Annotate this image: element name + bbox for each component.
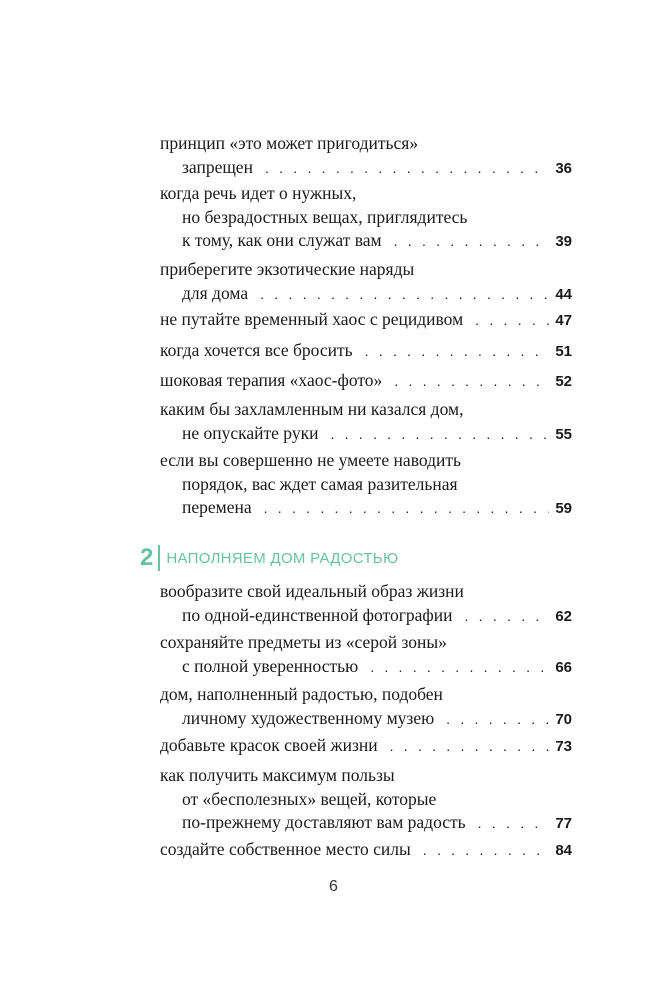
toc-entry[interactable] — [160, 838, 572, 863]
page-number: 36 — [555, 159, 572, 177]
toc-entry-line: не опускайте руки — [182, 422, 319, 443]
toc-entry-line: когда речь идет о нужных, — [160, 183, 357, 203]
dot-leader — [330, 423, 549, 447]
toc-entry[interactable] — [160, 449, 572, 521]
section-number: 2 — [140, 544, 154, 571]
toc-entry-line: сохраняйте предметы из «серой зоны» — [160, 632, 447, 652]
dot-leader — [478, 812, 550, 836]
toc-entry-line: с полной уверенностью — [182, 655, 359, 676]
toc-entry-line: порядок, вас ждет самая разительная — [182, 473, 458, 494]
dot-leader — [464, 605, 549, 629]
toc-entry[interactable] — [160, 764, 572, 836]
page-number: 73 — [555, 738, 572, 755]
page-number: 51 — [555, 343, 572, 360]
page-number: 77 — [555, 815, 572, 832]
page-number: 52 — [555, 373, 572, 390]
dot-leader — [475, 309, 549, 333]
page-number: 44 — [555, 285, 572, 303]
dot-leader — [365, 340, 550, 364]
toc-entry[interactable] — [160, 683, 572, 731]
toc-entry-line: для дома — [182, 282, 249, 303]
toc-entry-line: вообразите свой идеальный образ жизни — [160, 581, 464, 601]
section-divider — [158, 545, 160, 571]
toc-entry[interactable] — [160, 631, 572, 679]
toc-entry-line: принцип «это может пригодиться» — [160, 133, 419, 153]
toc-entry-line: личному художественному музею — [182, 707, 435, 728]
section-heading[interactable] — [140, 543, 398, 573]
dot-leader — [423, 839, 550, 863]
page-number: 62 — [555, 607, 572, 625]
toc-entry-line: перемена — [182, 497, 252, 517]
page-number: 47 — [555, 312, 572, 329]
toc-entry-line: по-прежнему доставляют вам радость — [182, 812, 466, 832]
toc-entry-line: шоковая терапия «хаос-фото» — [160, 370, 383, 390]
page-number: 70 — [555, 710, 572, 728]
toc-entry[interactable] — [160, 734, 572, 759]
toc-entry-line: не путайте временный хаос с рецидивом — [160, 309, 464, 329]
toc-entry-line: как получить максимум пользы — [160, 765, 395, 785]
page-number: 55 — [555, 425, 572, 443]
dot-leader — [264, 497, 550, 521]
toc-entry[interactable] — [160, 132, 572, 180]
dot-leader — [370, 656, 549, 680]
toc-entry-line: запрещен — [182, 156, 253, 177]
toc-entry-line: каким бы захламленным ни казался дом, — [160, 399, 464, 419]
toc-entry[interactable] — [160, 369, 572, 394]
toc-entry-line: дом, наполненный радостью, подобен — [160, 684, 443, 704]
toc-entry-line: создайте собственное место силы — [160, 839, 411, 859]
toc-entry-line: к тому, как они служат вам — [182, 230, 382, 250]
toc-entry-line: если вы совершенно не умеете наводить — [160, 450, 461, 470]
toc-entry-line: от «бесполезных» вещей, которые — [182, 788, 437, 809]
toc-entry[interactable] — [160, 339, 572, 364]
toc-entry[interactable] — [160, 258, 572, 306]
section-title: НАПОЛНЯЕМ ДОМ РАДОСТЬЮ — [166, 549, 399, 567]
page-number: 84 — [555, 842, 572, 859]
toc-entry[interactable] — [160, 580, 572, 628]
dot-leader — [394, 370, 549, 394]
dot-leader — [394, 230, 550, 254]
toc-entry[interactable] — [160, 182, 572, 254]
dot-leader — [390, 735, 550, 759]
toc-entry-line: когда хочется все бросить — [160, 340, 353, 360]
toc-entry-line: но безрадостных вещах, приглядитесь — [182, 206, 468, 227]
toc-entry-line: по одной-единственной фотографии — [182, 604, 453, 625]
dot-leader — [446, 708, 549, 732]
page-number: 39 — [555, 233, 572, 250]
page-number: 59 — [555, 500, 572, 517]
page-number: 66 — [555, 658, 572, 676]
dot-leader — [260, 283, 549, 307]
toc-entry[interactable] — [160, 398, 572, 446]
dot-leader — [265, 157, 549, 181]
page-folio: 6 — [329, 878, 338, 895]
toc-entry-line: добавьте красок своей жизни — [160, 735, 378, 755]
toc-entry[interactable] — [160, 308, 572, 333]
toc-entry-line: приберегите экзотические наряды — [160, 259, 415, 279]
